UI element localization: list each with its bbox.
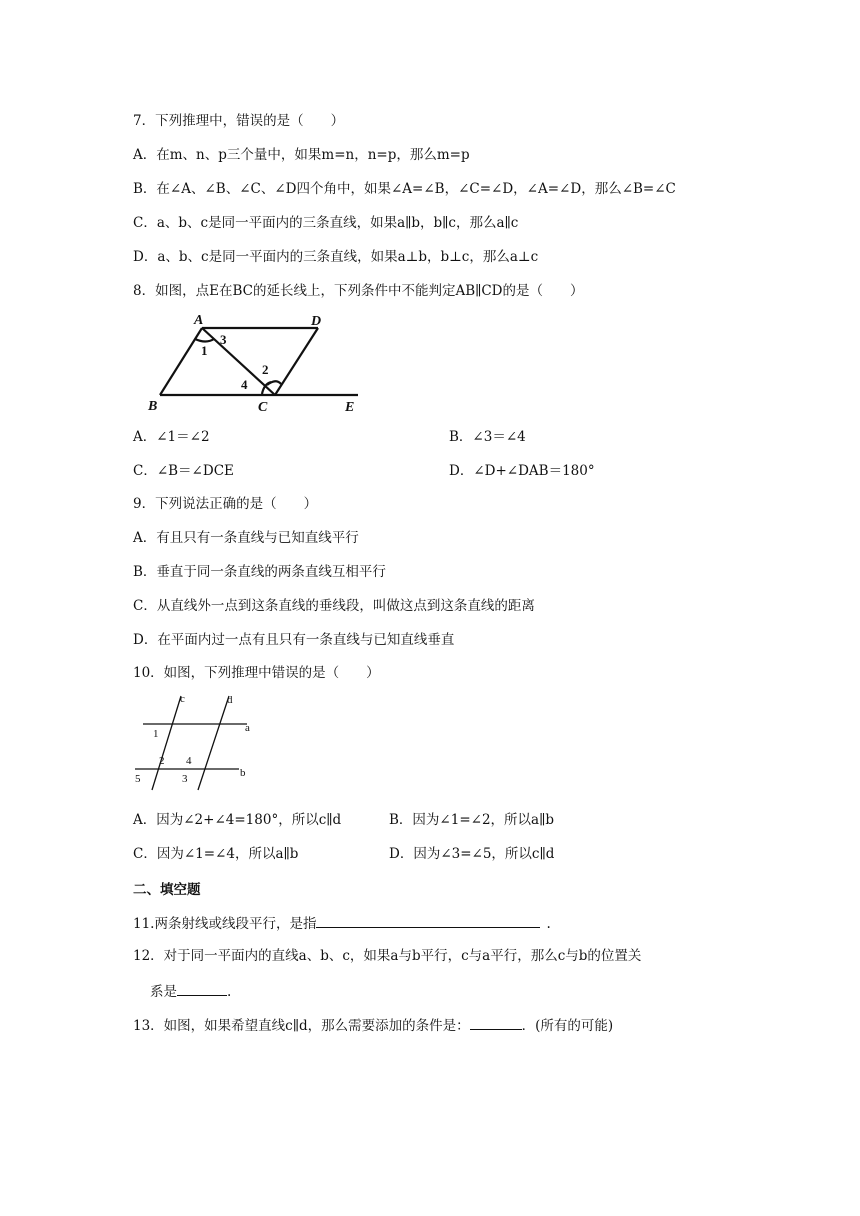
q11-end: . (546, 916, 551, 932)
q8-option-d: D．∠D+∠DAB＝180° (449, 463, 595, 479)
q7-option-a: A．在m、n、p三个量中，如果m=n，n=p，那么m=p (133, 147, 470, 163)
q8-label-c: C (258, 400, 268, 415)
q8-label-a: A (194, 313, 204, 328)
q10-option-d: D．因为∠3=∠5，所以c∥d (389, 846, 555, 862)
q8-label-d: D (311, 314, 322, 329)
q10-angle-3: 3 (182, 773, 188, 785)
q13-prompt: 13．如图，如果希望直线c∥d，那么需要添加的条件是： (133, 1018, 470, 1034)
q7-stem: 7．下列推理中，错误的是（ ） (133, 113, 345, 129)
q9-stem: 9．下列说法正确的是（ ） (133, 496, 318, 512)
q12-end: . (227, 984, 232, 1000)
q12-prompt: 系是 (150, 984, 177, 1000)
q10-stem: 10．如图，下列推理中错误的是（ ） (133, 665, 380, 681)
q10-option-a: A．因为∠2+∠4=180°，所以c∥d (133, 812, 342, 828)
q8-label-e: E (345, 400, 355, 415)
q11-prompt: 11.两条射线或线段平行，是指 (133, 916, 317, 932)
q8-figure-parallelogram (140, 308, 370, 418)
q9-option-a: A．有且只有一条直线与已知直线平行 (133, 530, 359, 546)
q12-line1: 12．对于同一平面内的直线a、b、c，如果a与b平行，c与a平行，那么c与b的位置关 (133, 948, 642, 964)
q10-option-c: C．因为∠1=∠4，所以a∥b (133, 846, 299, 862)
q8-angle-4: 4 (241, 377, 248, 392)
q8-stem: 8．如图，点E在BC的延长线上，下列条件中不能判定AB∥CD的是（ ） (133, 283, 584, 299)
section-fill-in-title: 二、填空题 (133, 882, 201, 898)
q8-option-a: A．∠1＝∠2 (133, 429, 210, 445)
q10-label-d: d (227, 694, 233, 706)
q8-option-c: C．∠B＝∠DCE (133, 463, 234, 479)
q10-angle-2: 2 (159, 755, 165, 767)
q11-answer-blank[interactable] (316, 913, 540, 928)
q13-answer-blank[interactable] (470, 1015, 522, 1030)
q10-label-c: c (180, 693, 185, 705)
q10-figure-lines (125, 690, 260, 795)
q10-angle-4: 4 (186, 755, 192, 767)
q9-option-c: C．从直线外一点到这条直线的垂线段，叫做这点到这条直线的距离 (133, 598, 535, 614)
q9-option-d: D．在平面内过一点有且只有一条直线与已知直线垂直 (133, 632, 455, 648)
q11-text (133, 913, 551, 933)
q8-option-b: B．∠3＝∠4 (449, 429, 526, 445)
q8-label-b: B (148, 399, 158, 414)
q10-label-a: a (245, 722, 250, 734)
q8-angle-1: 1 (201, 343, 208, 358)
q7-option-b: B．在∠A、∠B、∠C、∠D四个角中，如果∠A=∠B，∠C=∠D，∠A=∠D，那么∠B=∠C (133, 181, 676, 197)
q9-option-b: B．垂直于同一条直线的两条直线互相平行 (133, 564, 386, 580)
q8-angle-2: 2 (262, 362, 269, 377)
q12-answer-blank[interactable] (177, 981, 227, 996)
q10-label-b: b (240, 767, 246, 779)
q7-option-c: C．a、b、c是同一平面内的三条直线，如果a∥b，b∥c，那么a∥c (133, 215, 519, 231)
q10-option-b: B．因为∠1=∠2，所以a∥b (389, 812, 554, 828)
q10-angle-1: 1 (153, 728, 159, 740)
q13-text (133, 1015, 613, 1035)
q7-option-d: D．a、b、c是同一平面内的三条直线，如果a⊥b，b⊥c，那么a⊥c (133, 249, 539, 265)
q13-end: ．(所有的可能) (521, 1018, 614, 1034)
q8-angle-3: 3 (220, 332, 227, 347)
q12-line2 (150, 981, 231, 1001)
q10-angle-5: 5 (135, 773, 141, 785)
